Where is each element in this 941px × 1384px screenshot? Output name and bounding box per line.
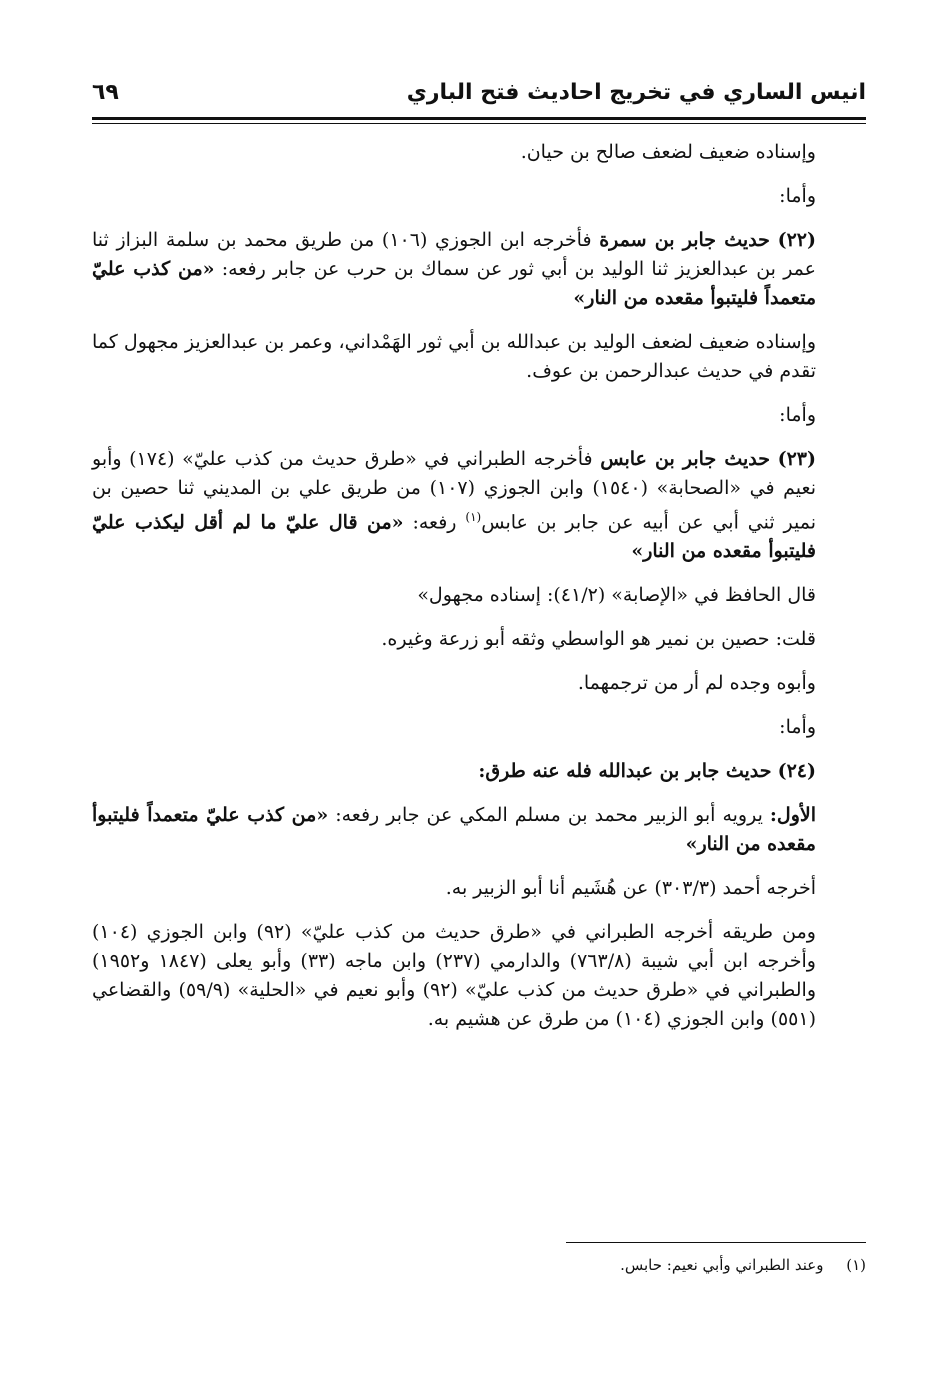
main-text (92, 138, 866, 1049)
hadith-quote: «من قال عليّ ما لم أقل ليكذب عليّ فليتبوأ مقعده من النار» (92, 511, 816, 563)
entry-number: (٢٤) (777, 760, 816, 783)
hadith-entry-24 (92, 757, 866, 786)
hadith-entry-23: (٢٣) حديث جابر بن عابس فأخرجه الطبراني في «طرق حديث من كذب عليّ» (١٧٤) وأبو نعيم في «الصحابة» (١٥٤٠) وابن الجوزي (١٠٧) من طريق علي بن المديني ثنا حصين بن نمير ثني أبي عن أبيه عن جابر بن عابس$^{(١)}$ رفعه: «من قال عليّ ما لم أقل ليكذب عليّ فليتبوأ مقعده من النار» (92, 448, 817, 563)
route-label: الأول: (769, 804, 816, 827)
footnote-text: وعند الطبراني وأبي نعيم: حابس. (620, 1256, 824, 1274)
footnote-separator (566, 1242, 866, 1243)
header-rule-thick (92, 117, 866, 120)
paragraph: أخرجه أحمد (٣٠٣/٣) عن هُشَيم أنا أبو الزبير به. (445, 877, 816, 900)
entry-title: حديث جابر بن عبدالله فله عنه طرق: (478, 760, 772, 783)
paragraph: وإسناده ضعيف لضعف صالح بن حيان. (520, 141, 816, 163)
hadith-entry-22: (٢٢) حديث جابر بن سمرة فأخرجه ابن الجوزي (١٠٦) من طريق محمد بن سلمة البزاز ثنا عمر بن عبدالعزيز ثنا الوليد بن أبي ثور عن سماك بن حرب عن جابر رفعه: «من كذب عليّ متعمداً فليتبوأ مقعده من النار» (92, 229, 817, 309)
hadith-quote: «من كذب عليّ متعمداً فليتبوأ مقعده من النار» (92, 804, 816, 856)
footnote-marker: (١) (846, 1256, 866, 1274)
header-rule-thin (92, 123, 866, 124)
running-title: انيس الساري في تخريج احاديث فتح الباري (406, 80, 866, 105)
paragraph: وأما: (779, 185, 816, 207)
paragraph: وأبوه وجده لم أر من ترجمهما. (577, 672, 816, 695)
hadith-quote: «من كذب عليّ متعمداً فليتبوأ مقعده من النار» (92, 258, 816, 309)
paragraph: وأما: (779, 404, 816, 426)
paragraph: قلت: حصين بن نمير هو الواسطي وثقه أبو زرعة وغيره. (381, 628, 816, 651)
entry-number: (٢٢) (777, 229, 816, 251)
entry-number: (٢٣) (777, 448, 817, 470)
paragraph: الأول: يرويه أبو الزبير محمد بن مسلم المكي عن جابر رفعه: «من كذب عليّ متعمداً فليتبوأ مقعده من النار» (92, 804, 816, 856)
paragraph: وإسناده ضعيف لضعف الوليد بن عبدالله بن أبي ثور الهَمْداني، وعمر بن عبدالعزيز مجهول كما تقدم في حديث عبدالرحمن بن عوف. (92, 331, 816, 382)
paragraph: ومن طريقه أخرجه الطبراني في «طرق حديث من كذب عليّ» (٩٢) وابن الجوزي (١٠٤) وأخرجه ابن أبي شيبة (٧٦٣/٨) والدارمي (٢٣٧) وابن ماجه (٣٣) وأبو يعلى (١٨٤٧ و١٩٥٢) والطبراني في «طرق حديث من كذب عليّ» (٩٢) وأبو نعيم في «الحلية» (٥٩/٩) والقضاعي (٥٥١) وابن الجوزي (١٠٤) من طرق عن هشيم به. (92, 921, 817, 1031)
page-number: ٦٩ (92, 80, 119, 105)
footnote (92, 1254, 866, 1276)
paragraph: وأما: (779, 716, 816, 739)
footnote-ref: (١) (465, 510, 482, 524)
entry-title: حديث جابر بن عابس (600, 448, 771, 470)
page-header (92, 78, 866, 114)
paragraph: قال الحافظ في «الإصابة» (٤١/٢): إسناده مجهول» (417, 584, 816, 607)
entry-title: حديث جابر بن سمرة (599, 229, 770, 251)
